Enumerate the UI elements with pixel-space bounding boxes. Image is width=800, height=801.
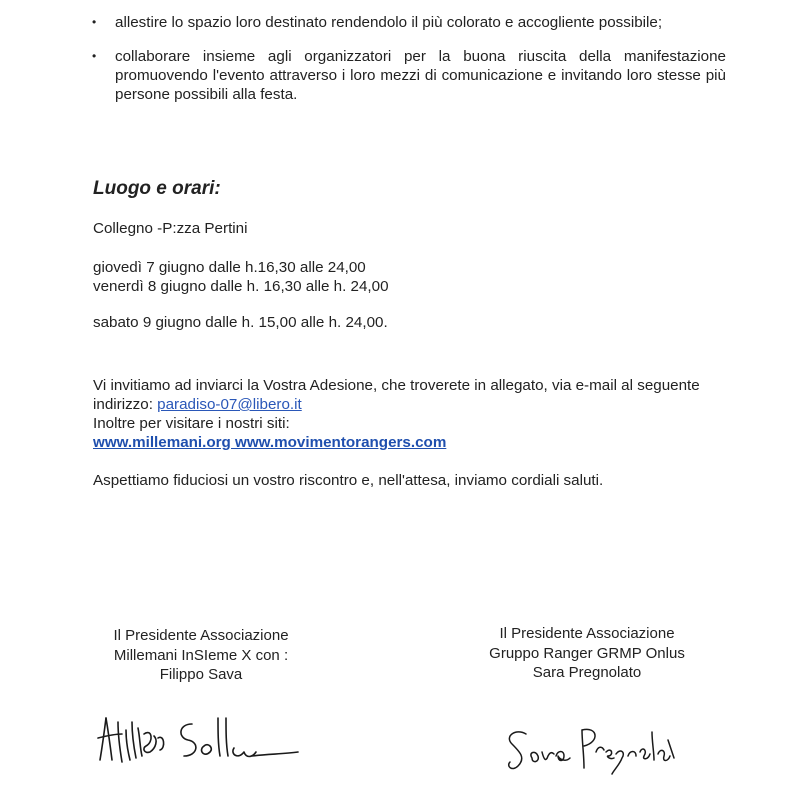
signatory-name: Sara Pregnolato bbox=[532, 664, 642, 681]
signatory-title: Il Presidente Associazione bbox=[499, 625, 675, 642]
bullet-list bbox=[90, 13, 726, 119]
schedule-line: venerdì 8 giugno dalle h. 16,30 alle h. 24,00 bbox=[93, 278, 389, 295]
schedule-line: giovedì 7 giugno dalle h.16,30 alle 24,00 bbox=[93, 259, 366, 276]
signatory-left bbox=[84, 626, 318, 685]
bullet-text: allestire lo spazio loro destinato rendendolo il più colorato e accogliente possibile; bbox=[115, 14, 663, 31]
signatory-name: Filippo Sava bbox=[159, 666, 243, 683]
bullet-text: collaborare insieme agli organizzatori per la buona riuscita della manifestazione promuovendo l'evento attraverso i loro mezzi di comunicazione e invitando loro stesse più persone possibili alla festa. bbox=[115, 48, 726, 103]
bullet-icon: • bbox=[92, 15, 97, 29]
websites-link[interactable]: www.millemani.org www.movimentorangers.com bbox=[93, 434, 447, 451]
signature-left bbox=[92, 708, 302, 778]
invitation-paragraph bbox=[93, 376, 723, 452]
signatory-title: Il Presidente Associazione bbox=[113, 627, 289, 644]
invitation-text: Vi invitiamo ad inviarci la Vostra Adesione, che troverete in allegato, via e-mail al seguente indirizzo: bbox=[93, 377, 700, 413]
signatory-organization: Millemani InSIeme X con : bbox=[113, 646, 289, 664]
schedule-line: sabato 9 giugno dalle h. 15,00 alle h. 24,00. bbox=[93, 314, 388, 331]
sites-intro: Inoltre per visitare i nostri siti: bbox=[93, 415, 290, 432]
bullet-icon: • bbox=[92, 49, 97, 63]
signature-right bbox=[502, 712, 682, 782]
bullet-item bbox=[90, 13, 726, 32]
bullet-item bbox=[90, 47, 726, 104]
location-line: Collegno -P:zza Pertini bbox=[93, 220, 248, 237]
closing-line: Aspettiamo fiduciosi un vostro riscontro e, nell'attesa, inviamo cordiali saluti. bbox=[93, 472, 604, 489]
signatory-organization: Gruppo Ranger GRMP Onlus bbox=[489, 644, 685, 662]
signatory-right bbox=[463, 624, 711, 683]
email-link[interactable]: paradiso-07@libero.it bbox=[157, 396, 302, 413]
section-heading: Luogo e orari: bbox=[93, 178, 221, 199]
